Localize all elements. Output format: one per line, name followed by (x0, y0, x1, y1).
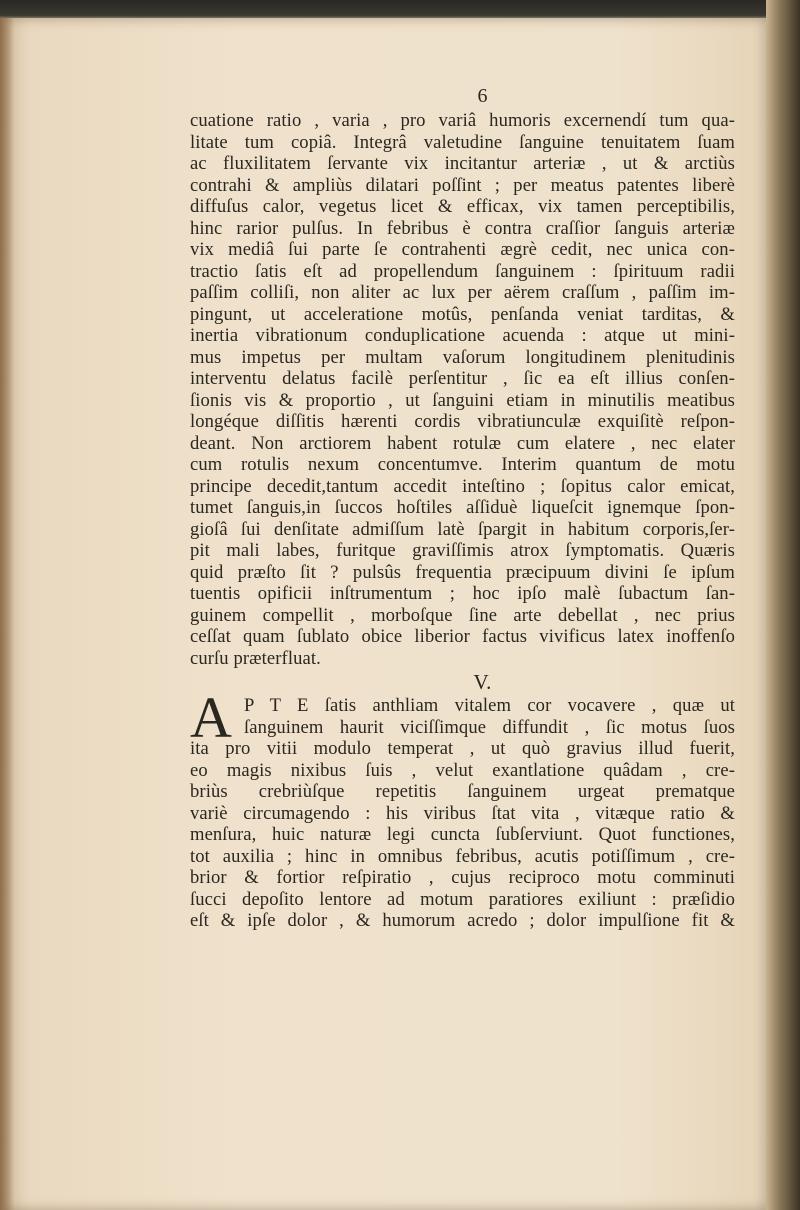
text-line: gioſâ ſui denſitate admiſſum latè ſpargit in habitum corporis,ſer- (190, 518, 735, 540)
page-gutter-shadow (0, 18, 14, 1210)
text-line: tot auxilia ; hinc in omnibus febribus, acutis potiſſimum , cre- (190, 845, 735, 867)
text-line: principe decedit,tantum accedit inteſtino ; ſopitus calor emicat, (190, 475, 735, 497)
text-line: cum rotulis nexum concentumve. Interim quantum de motu (190, 454, 735, 475)
book-right-edge (766, 0, 800, 1210)
drop-cap: A (190, 685, 232, 750)
section-heading: V. (473, 670, 492, 694)
text-line: variè circumagendo : his viribus ſtat vita , vitæque ratio & (190, 802, 735, 824)
text-line: vix mediâ ſui parte ſe contrahenti ægrè cedit, nec unica con- (190, 239, 735, 260)
text-line: eſt & ipſe dolor , & humorum acredo ; dolor impulſione fit & (190, 910, 735, 931)
text-line: ac fluxilitatem ſervante vix incitantur arteriæ , ut & arctiùs (190, 153, 735, 174)
text-line: contrahi & ampliùs dilatari poſſint ; per meatus patentes liberè (190, 174, 735, 196)
text-line: paſſim colliſi, non aliter ac lux per aërem craſſum , paſſim im- (190, 282, 735, 303)
text-line: pingunt, ut acceleratione motûs, penſanda veniat tarditas, & (190, 303, 735, 325)
text-line: curſu præterfluat. (190, 647, 321, 669)
text-line: deant. Non arctiorem habent rotulæ cum elatere , nec elater (190, 432, 735, 454)
text-line: ceſſat quam ſublato obice liberior factus vivificus latex inoffenſo (190, 626, 735, 647)
text-line: mus impetus per multam vaſorum longitudinem plenitudinis (190, 346, 735, 368)
text-line: tractio ſatis eſt ad propellendum ſanguinem : ſpirituum radii (190, 260, 735, 282)
text-line: brior & fortior reſpiratio , cujus reciproco motu comminuti (190, 867, 735, 888)
text-line: interventu delatus facilè perſentitur , ſic ea eſt illius conſen- (190, 368, 735, 389)
text-line: inertia vibrationum conduplicatione acuenda : atque ut mini- (190, 325, 735, 346)
text-line: diffuſus calor, vegetus licet & efficax, vix tamen perceptibilis, (190, 196, 735, 217)
text-line: ſucci depoſito lentore ad motum paratiores exiliunt : præſidio (190, 888, 735, 910)
section-body (190, 685, 735, 932)
text-line: guinem compellit , morboſque ſine arte debellat , nec prius (190, 604, 735, 626)
text-line: eo magis nixibus ſuis , velut exantlatione quâdam , cre- (190, 759, 735, 781)
paragraph-body (190, 110, 735, 669)
text-line: tumet ſanguis,in ſuccos hoſtiles aſſiduè liqueſcit ignemque ſpon- (190, 497, 735, 518)
page-number: 6 (477, 85, 488, 107)
page-text (190, 82, 735, 932)
text-line: hinc rarior pulſus. In febribus è contra craſſior ſanguis arteriæ (190, 217, 735, 239)
text-line: quid præſto ſit ? pulsûs frequentia præcipuum divini ſe ipſum (190, 561, 735, 583)
text-line: ita pro vitii modulo temperat , ut quò gravius illud fuerit, (190, 738, 735, 759)
text-line: P T E ſatis anthliam vitalem cor vocavere , quæ ut (244, 695, 735, 716)
text-line: cuatione ratio , varia , pro variâ humoris excernendí tum qua- (190, 110, 735, 131)
text-line: longéque diſſitis hærenti cordis vibratiunculæ exquiſitè reſpon- (190, 411, 735, 432)
text-line: menſura, huic naturæ legi cuncta ſubſerviunt. Quot functiones, (190, 824, 735, 845)
text-line: ſanguinem haurit viciſſimque diffundit , ſic motus ſuos (244, 716, 735, 738)
text-line: litate tum copiâ. Integrâ valetudine ſanguine tenuitatem ſuam (190, 131, 735, 153)
text-line: tuentis opificii inſtrumentum ; hoc ipſo malè ſubactum ſan- (190, 583, 735, 604)
text-line: pit mali labes, furitque graviſſimis atrox ſymptomatis. Quæris (190, 540, 735, 561)
text-line: ſionis vis & proportio , ut ſanguini etiam in minutilis meatibus (190, 389, 735, 411)
text-line: briùs crebriùſque repetitis ſanguinem urgeat prematque (190, 781, 735, 802)
